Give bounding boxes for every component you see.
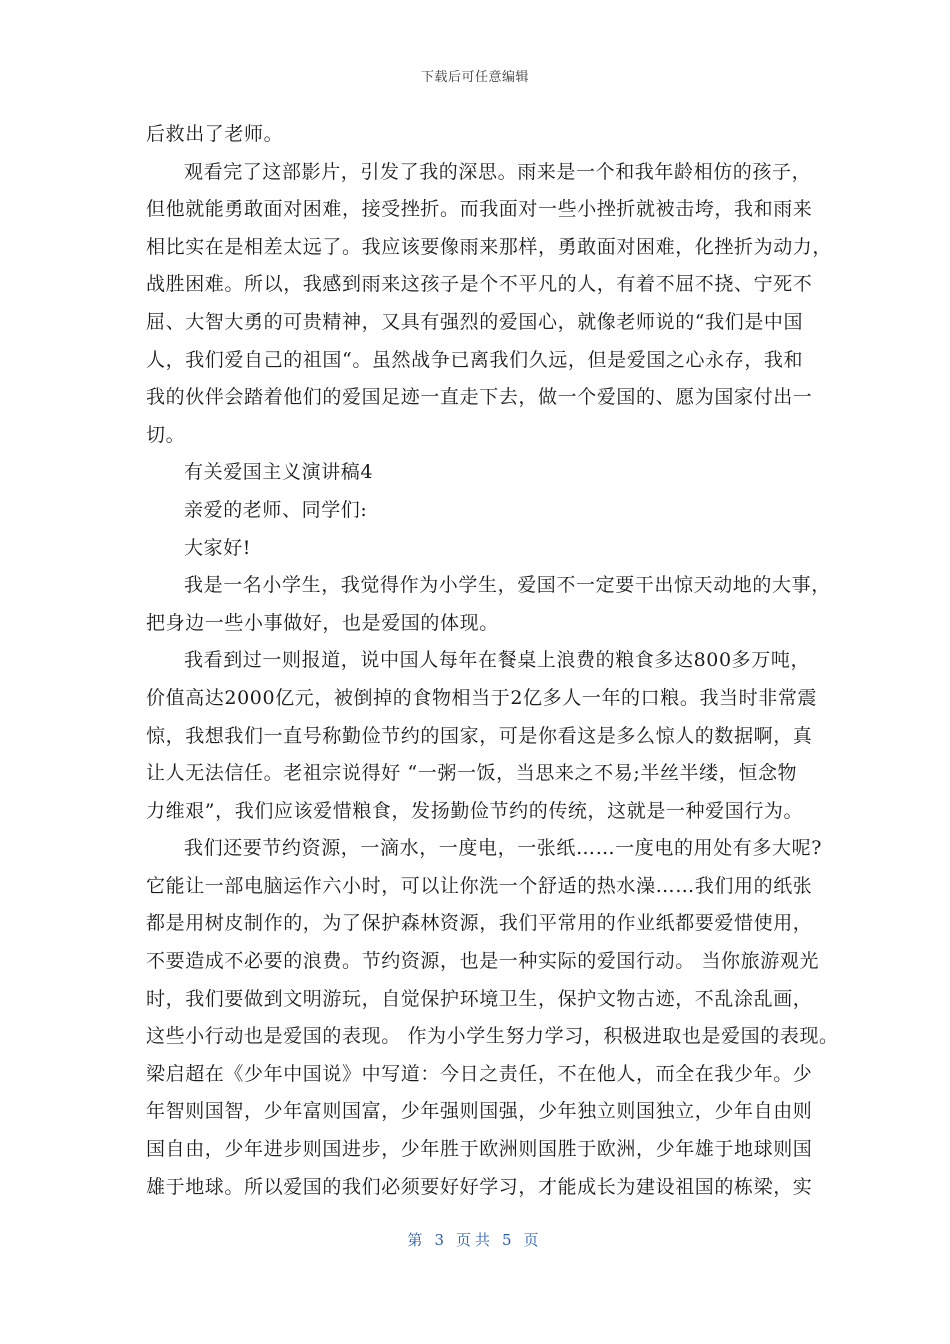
text-line: 价值高达2000亿元，被倒掉的食物相当于2亿多人一年的口粮。我当时非常震 bbox=[146, 686, 818, 709]
text-line: 年智则国智，少年富则国富，少年强则国强，少年独立则国独立，少年自由则 bbox=[146, 1100, 813, 1123]
text-line: 雄于地球。所以爱国的我们必须要好好学习，才能成长为建设祖国的栋梁，实 bbox=[146, 1175, 813, 1198]
text-line: 梁启超在《少年中国说》中写道：今日之责任，不在他人，而全在我少年。少 bbox=[146, 1062, 813, 1085]
footer-total-pages: 5 bbox=[502, 1231, 516, 1249]
text-line: 有关爱国主义演讲稿4 bbox=[184, 461, 374, 484]
footer-page-number: 3 bbox=[434, 1231, 448, 1249]
text-line: 切。 bbox=[146, 423, 186, 446]
text-line: 不要造成不必要的浪费。节约资源，也是一种实际的爱国行动。 当你旅游观光 bbox=[146, 950, 820, 973]
text-line: 我的伙伴会踏着他们的爱国足迹一直走下去，做一个爱国的、愿为国家付出一 bbox=[146, 386, 813, 409]
text-line: 这些小行动也是爱国的表现。 作为小学生努力学习，积极进取也是爱国的表现。 bbox=[146, 1025, 839, 1048]
footer-middle: 页共 bbox=[455, 1231, 494, 1249]
page-footer bbox=[0, 1229, 950, 1250]
footer-prefix: 第 bbox=[407, 1231, 427, 1249]
text-line: 时，我们要做到文明游玩，自觉保护环境卫生，保护文物古迹，不乱涂乱画， bbox=[146, 987, 813, 1010]
document-body bbox=[146, 116, 839, 1206]
text-line: 战胜困难。所以，我感到雨来这孩子是个不平凡的人，有着不屈不挠、宁死不 bbox=[146, 273, 813, 296]
text-line: 国自由，少年进步则国进步，少年胜于欧洲则国胜于欧洲，少年雄于地球则国 bbox=[146, 1138, 813, 1161]
text-line: 惊，我想我们一直号称勤俭节约的国家，可是你看这是多么惊人的数据啊，真 bbox=[146, 724, 813, 747]
text-line: 后救出了老师。 bbox=[146, 123, 284, 145]
text-line: 我是一名小学生，我觉得作为小学生，爱国不一定要干出惊天动地的大事， bbox=[184, 574, 831, 597]
footer-suffix: 页 bbox=[523, 1231, 543, 1249]
text-line: 亲爱的老师、同学们: bbox=[184, 498, 368, 521]
text-line: 力维艰”，我们应该爱惜粮食，发扬勤俭节约的传统，这就是一种爱国行为。 bbox=[146, 799, 804, 822]
text-line: 观看完了这部影片，引发了我的深思。雨来是一个和我年龄相仿的孩子， bbox=[184, 160, 812, 183]
text-line: 大家好! bbox=[184, 536, 252, 559]
text-line: 但他就能勇敢面对困难，接受挫折。而我面对一些小挫折就被击垮，我和雨来 bbox=[146, 198, 813, 221]
text-line: 让人无法信任。老祖宗说得好 “一粥一饭，当思来之不易;半丝半缕，恒念物 bbox=[146, 762, 798, 785]
text-line: 把身边一些小事做好，也是爱国的体现。 bbox=[146, 611, 499, 634]
text-line: 我们还要节约资源，一滴水，一度电，一张纸……一度电的用处有多大呢? bbox=[184, 837, 822, 860]
text-line: 相比实在是相差太远了。我应该要像雨来那样，勇敢面对困难，化挫折为动力， bbox=[146, 235, 833, 258]
text-line: 屈、大智大勇的可贵精神，又具有强烈的爱国心，就像老师说的“我们是中国 bbox=[146, 310, 804, 333]
text-line: 人，我们爱自己的祖国“。虽然战争已离我们久远，但是爱国之心永存，我和 bbox=[146, 348, 804, 371]
text-line: 我看到过一则报道，说中国人每年在餐桌上浪费的粮食多达800多万吨， bbox=[184, 649, 811, 672]
page-header: 下载后可任意编辑 bbox=[420, 70, 529, 85]
text-line: 它能让一部电脑运作六小时，可以让你洗一个舒适的热水澡……我们用的纸张 bbox=[146, 874, 813, 897]
text-line: 都是用树皮制作的，为了保护森林资源，我们平常用的作业纸都要爱惜使用， bbox=[146, 912, 813, 935]
